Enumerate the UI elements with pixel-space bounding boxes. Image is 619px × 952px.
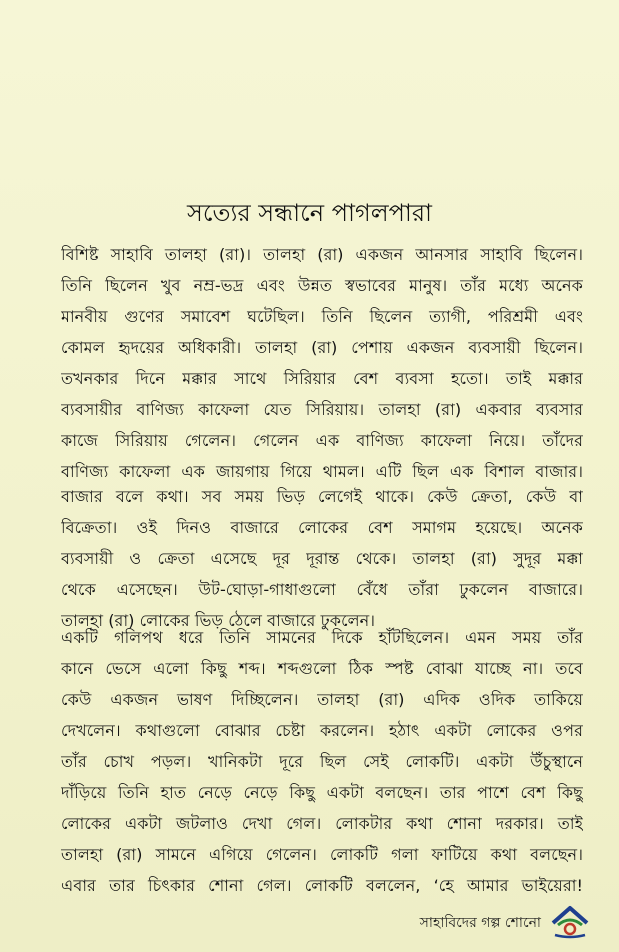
logo-base-icon	[555, 935, 585, 937]
paragraph-2	[61, 481, 583, 636]
text-line: লোকের একটা জটলাও দেখা গেল। লোকটার কথা শোনা দরকার। তাই	[61, 814, 583, 833]
book-logo-icon	[549, 903, 591, 939]
text-line: তালহা (রা) লোকের ভিড় ঠেলে বাজারে ঢুকলেন।	[61, 611, 376, 630]
text-line: তিনি ছিলেন খুব নম্র-ভদ্র এবং উন্নত স্বভাবের মানুষ। তাঁর মধ্যে অনেক	[61, 276, 583, 295]
text-line: বাণিজ্য কাফেলা এক জায়গায় গিয়ে থামল। এটি ছিল এক বিশাল বাজার।	[61, 462, 583, 481]
text-line: বাজার বলে কথা। সব সময় ভিড় লেগেই থাকে। কেউ ক্রেতা, কেউ বা	[61, 487, 583, 506]
text-line: এবার তার চিৎকার শোনা গেল। লোকটি বললেন, ‘হে আমার ভাইয়েরা!	[61, 876, 583, 895]
text-line: তাঁর চোখ পড়ল। খানিকটা দূরে ছিল সেই লোকটি। একটা উঁচুস্থানে	[61, 752, 583, 771]
text-line: দাঁড়িয়ে তিনি হাত নেড়ে নেড়ে কিছু একটা বলছেন। তার পাশে বেশ কিছু	[61, 783, 583, 802]
text-line: কানে ভেসে এলো কিছু শব্দ। শব্দগুলো ঠিক স্পষ্ট বোঝা যাচ্ছে না। তবে	[61, 659, 583, 678]
paragraph-3	[61, 622, 583, 901]
text-line: ব্যবসায়ীর বাণিজ্য কাফেলা যেত সিরিয়ায়। তালহা (রা) একবার ব্যবসার	[61, 400, 583, 419]
text-line: কেউ একজন ভাষণ দিচ্ছিলেন। তালহা (রা) এদিক ওদিক তাকিয়ে	[61, 690, 583, 709]
text-line: কাজে সিরিয়ায় গেলেন। গেলেন এক বাণিজ্য কাফেলা নিয়ে। তাঁদের	[61, 431, 583, 450]
text-line: বিক্রেতা। ওই দিনও বাজারে লোকের বেশ সমাগম হয়েছে। অনেক	[61, 518, 583, 537]
paragraph-1	[61, 239, 583, 487]
series-footer: সাহাবিদের গল্প শোনো	[419, 915, 541, 931]
text-line: মানবীয় গুণের সমাবেশ ঘটেছিল। তিনি ছিলেন ত্যাগী, পরিশ্রমী এবং	[61, 307, 583, 326]
text-line: তালহা (রা) সামনে এগিয়ে গেলেন। লোকটি গলা ফাটিয়ে কথা বলছেন।	[61, 845, 583, 864]
text-line: থেকে এসেছেন। উট-ঘোড়া-গাধাগুলো বেঁধে তাঁরা ঢুকলেন বাজারে।	[61, 580, 583, 599]
logo-circle-icon	[565, 924, 575, 934]
text-line: বিশিষ্ট সাহাবি তালহা (রা)। তালহা (রা) একজন আনসার সাহাবি ছিলেন।	[61, 245, 583, 264]
text-line: তখনকার দিনে মক্কার সাথে সিরিয়ার বেশ ব্যবসা হতো। তাই মক্কার	[61, 369, 583, 388]
chapter-title: সত্যের সন্ধানে পাগলপারা	[187, 199, 432, 227]
text-line: দেখলেন। কথাগুলো বোঝার চেষ্টা করলেন। হঠাৎ একটা লোকের ওপর	[61, 721, 583, 740]
text-line: কোমল হৃদয়ের অধিকারী। তালহা (রা) পেশায় একজন ব্যবসায়ী ছিলেন।	[61, 338, 583, 357]
text-line: একটি গলিপথ ধরে তিনি সামনের দিকে হাঁটছিলেন। এমন সময় তাঁর	[61, 628, 583, 647]
text-line: ব্যবসায়ী ও ক্রেতা এসেছে দূর দূরান্ত থেকে। তালহা (রা) সুদূর মক্কা	[61, 549, 583, 568]
